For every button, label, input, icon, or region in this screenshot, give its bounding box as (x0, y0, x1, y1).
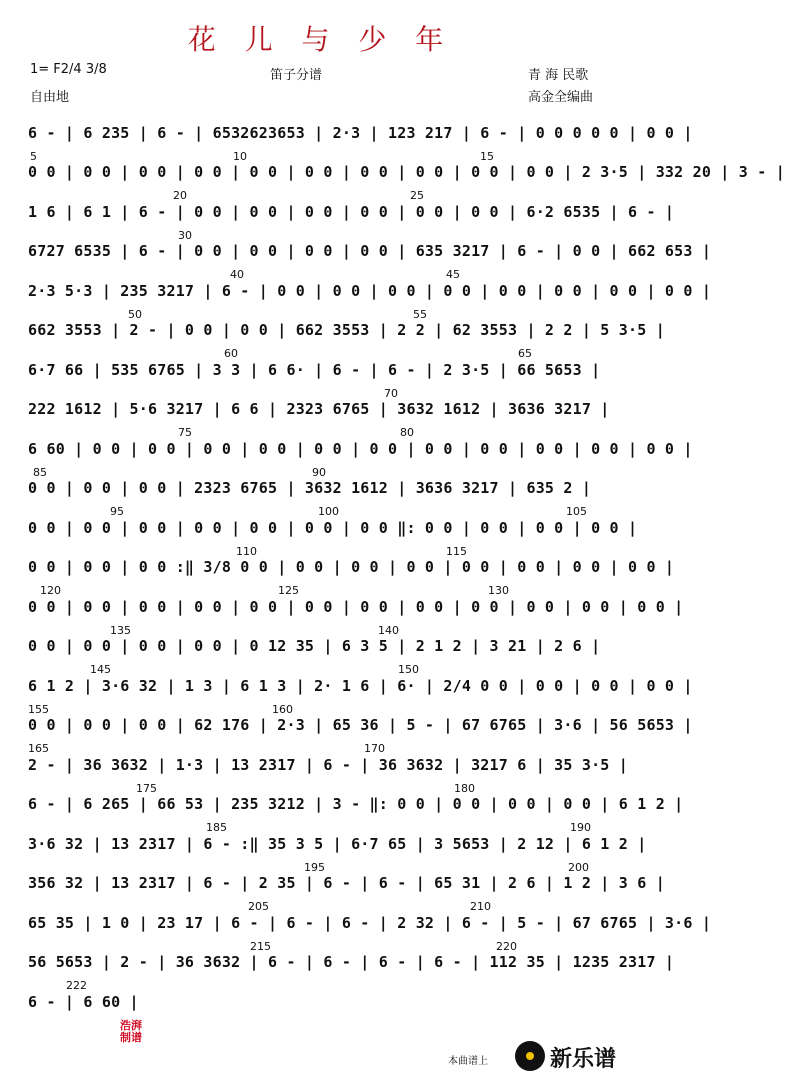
measure-number: 60 (224, 347, 238, 360)
measure-number: 40 (230, 268, 244, 281)
measure-number: 165 (28, 742, 49, 755)
tempo-marking: 自由地 (30, 90, 70, 105)
measure-number: 5 (30, 149, 37, 163)
score-line (28, 781, 684, 824)
notes-text: 6 - | 6 235 | 6 - | 6532623653 | 2·3 | 123 217 | 6 - | 0 0 0 0 0 | 0 0 | (28, 123, 693, 142)
measure-number: 90 (312, 465, 326, 479)
score-line (28, 742, 628, 784)
score-line (28, 307, 665, 350)
notes-text: 0 0 | 0 0 | 0 0 | 0 0 | 0 0 | 0 0 | 0 0 | 0 0 | 0 0 | 0 0 | 2 3·5 | 332 20 | 3 - | (28, 163, 785, 181)
score-line (28, 821, 647, 863)
score-line (28, 228, 712, 271)
notes-text: 6 1 2 | 3·6 32 | 1 3 | 6 1 3 | 2· 1 6 | 6· | 2/4 0 0 | 0 0 | 0 0 | 0 0 | (28, 676, 693, 695)
score (28, 112, 785, 1021)
score-line (28, 465, 613, 508)
score-line (28, 386, 613, 429)
measure-number: 65 (518, 347, 532, 360)
measure-number: 20 (173, 189, 187, 202)
measure-number: 215 (250, 939, 271, 953)
notes-text: 0 0 | 0 0 | 0 0 | 0 0 | 0 0 | 0 0 | 0 0 ‖: 0 0 | 0 0 | 0 0 | 0 0 | (28, 518, 638, 537)
measure-number: 100 (318, 505, 339, 518)
measure-number: 120 (40, 584, 61, 597)
measure-number: 115 (446, 544, 467, 558)
measure-number: 170 (364, 742, 385, 755)
measure-number: 110 (236, 544, 257, 558)
notes-text: 0 0 | 0 0 | 0 0 :‖ 3/8 0 0 | 0 0 | 0 0 | 0 0 | 0 0 | 0 0 | 0 0 | 0 0 | (28, 558, 675, 576)
notes-text: 0 0 | 0 0 | 0 0 | 2323 6765 | 3632 1612 | 3636 3217 | 635 2 | (28, 479, 592, 497)
score-line (28, 860, 665, 903)
measure-number: 50 (128, 307, 142, 321)
measure-number: 195 (304, 860, 325, 874)
notes-text: 3·6 32 | 13 2317 | 6 - :‖ 35 3 5 | 6·7 65 | 3 5653 | 2 12 | 6 1 2 | (28, 834, 647, 853)
footer-note: 本曲谱上 (448, 1056, 488, 1067)
notes-text: 662 3553 | 2 - | 0 0 | 0 0 | 662 3553 | 2 2 | 62 3553 | 2 2 | 5 3·5 | (28, 321, 665, 339)
score-line (28, 149, 785, 192)
notes-text: 65 35 | 1 0 | 23 17 | 6 - | 6 - | 6 - | 2 32 | 6 - | 5 - | 67 6765 | 3·6 | (28, 913, 712, 932)
measure-number: 145 (90, 663, 111, 676)
notes-text: 6727 6535 | 6 - | 0 0 | 0 0 | 0 0 | 0 0 | 635 3217 | 6 - | 0 0 | 662 653 | (28, 242, 712, 260)
song-title: 花 儿 与 少 年 (187, 23, 454, 56)
measure-number: 205 (248, 900, 269, 913)
measure-number: 160 (272, 702, 293, 716)
score-line (28, 939, 675, 982)
measure-number: 125 (278, 584, 299, 597)
measure-number: 75 (178, 426, 192, 439)
part-label: 笛子分谱 (270, 68, 323, 83)
measure-number: 95 (110, 505, 124, 518)
score-line (28, 981, 613, 1021)
measure-number: 30 (178, 228, 192, 242)
measure-number: 140 (378, 623, 399, 637)
measure-number: 85 (33, 465, 47, 479)
score-line (28, 663, 693, 705)
score-line (28, 112, 693, 152)
measure-number: 105 (566, 505, 587, 518)
notes-text: 6 - | 6 265 | 66 53 | 235 3212 | 3 - ‖: 0 0 | 0 0 | 0 0 | 0 0 | 6 1 2 | (28, 795, 684, 813)
measure-number: 175 (136, 781, 157, 795)
score-line (28, 702, 693, 745)
measure-number: 80 (400, 426, 414, 439)
notes-text: 56 5653 | 2 - | 36 3632 | 6 - | 6 - | 6 - | 6 - | 112 35 | 1235 2317 | (28, 953, 675, 971)
measure-number: 222 (66, 979, 87, 992)
notes-text: 0 0 | 0 0 | 0 0 | 0 0 | 0 12 35 | 6 3 5 | 2 1 2 | 3 21 | 2 6 | (28, 637, 601, 655)
brand-name: 新乐谱 (550, 1047, 617, 1072)
notes-text: 1 6 | 6 1 | 6 - | 0 0 | 0 0 | 0 0 | 0 0 | 0 0 | 0 0 | 6·2 6535 | 6 - | (28, 202, 675, 221)
score-line (28, 268, 712, 310)
score-line (28, 349, 613, 389)
measure-number: 25 (410, 189, 424, 202)
measure-number: 220 (496, 939, 517, 953)
measure-number: 45 (446, 268, 460, 281)
vinyl-logo-icon (515, 1041, 545, 1071)
score-line (28, 900, 712, 942)
score-line (28, 505, 638, 547)
notes-text: 2·3 5·3 | 235 3217 | 6 - | 0 0 | 0 0 | 0 0 | 0 0 | 0 0 | 0 0 | 0 0 | 0 0 | (28, 281, 712, 300)
notes-text: 0 0 | 0 0 | 0 0 | 62 176 | 2·3 | 65 36 | 5 - | 67 6765 | 3·6 | 56 5653 | (28, 716, 693, 734)
score-line (28, 544, 675, 587)
measure-number: 150 (398, 663, 419, 676)
measure-number: 135 (110, 623, 131, 637)
measure-number: 185 (206, 821, 227, 834)
measure-number: 190 (570, 821, 591, 834)
measure-number: 210 (470, 900, 491, 913)
notes-text: 6 - | 6 60 | (28, 992, 139, 1011)
notes-text: 0 0 | 0 0 | 0 0 | 0 0 | 0 0 | 0 0 | 0 0 | 0 0 | 0 0 | 0 0 | 0 0 | 0 0 | (28, 597, 684, 616)
measure-number: 180 (454, 781, 475, 795)
score-line (28, 426, 693, 468)
notes-text: 356 32 | 13 2317 | 6 - | 2 35 | 6 - | 6 - | 65 31 | 2 6 | 1 2 | 3 6 | (28, 874, 665, 892)
origin-label: 青 海 民歌 (528, 68, 589, 83)
key-signature: 1= F2/4 3/8 (30, 62, 107, 77)
measure-number: 15 (480, 149, 494, 163)
measure-number: 70 (384, 386, 398, 400)
arranger-stamp: 浩湃制谱 (120, 1019, 142, 1044)
measure-number: 155 (28, 702, 49, 716)
score-line (28, 623, 613, 666)
measure-number: 10 (233, 149, 247, 163)
notes-text: 2 - | 36 3632 | 1·3 | 13 2317 | 6 - | 36 3632 | 3217 6 | 35 3·5 | (28, 755, 628, 774)
measure-number: 130 (488, 584, 509, 597)
score-line (28, 189, 675, 231)
notes-text: 6 60 | 0 0 | 0 0 | 0 0 | 0 0 | 0 0 | 0 0 | 0 0 | 0 0 | 0 0 | 0 0 | 0 0 | (28, 439, 693, 458)
arranger-label: 高金全编曲 (528, 90, 594, 105)
measure-number: 200 (568, 860, 589, 874)
measure-number: 55 (413, 307, 427, 321)
notes-text: 6·7 66 | 535 6765 | 3 3 | 6 6· | 6 - | 6 - | 2 3·5 | 66 5653 | (28, 360, 601, 379)
notes-text: 222 1612 | 5·6 3217 | 6 6 | 2323 6765 | 3632 1612 | 3636 3217 | (28, 400, 610, 418)
score-line (28, 584, 684, 626)
